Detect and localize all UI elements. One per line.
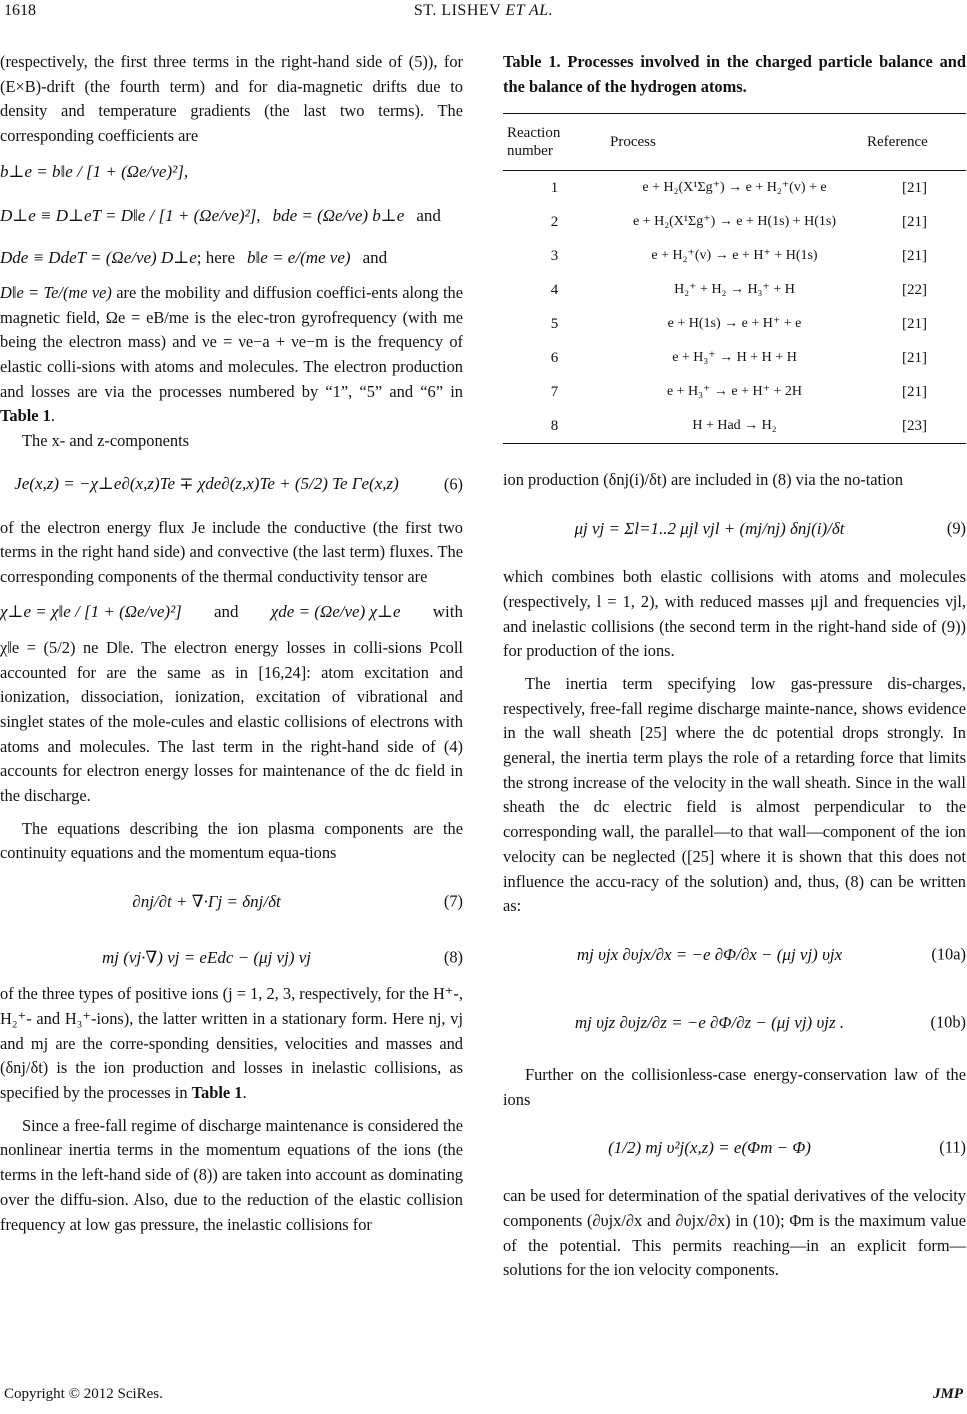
row-number: 4 [550,282,559,299]
coef-d-perp [0,197,463,237]
equation-8-number: (8) [443,947,463,967]
coef-d-de-formula: Dde ≡ DdeT = (Ωe/νe) D⊥e [0,248,197,268]
chi-de-formula: χde = (Ωe/νe) χ⊥e [270,602,401,622]
equation-11-body: (1/2) mj υ²j(x,z) = e(Φm − Φ) [608,1138,811,1157]
row-process: e + H₂(X¹Σg⁺) → e + H(1s) + H(1s) [632,214,837,230]
row-process: e + H(1s) → e + H⁺ + e [667,316,802,332]
table-row [503,273,966,307]
equation-10a [503,923,966,987]
coef-b-perp [0,153,463,193]
table-row [503,307,966,341]
table-row [503,375,966,409]
equation-6-number: (6) [443,474,463,494]
left-paragraph-7: of the three types of positive ions (j = 1, 2, 3, respectively, for the H⁺-, H₂⁺- and H₃⁺-ions), the latter written in a stationary form. Here nj, vj and mj are the corre-sponding densities, velocities and masses and (δnj/δt) is the ion production and losses in inelastic collisions, as specified by the processes in [0,984,463,1102]
equation-10b-body: mj υjz ∂υjz/∂z = −e ∂Φ/∂z − (μj νj) υjz . [574,1012,845,1032]
row-process: e + H₃⁺ → H + H + H [672,350,797,366]
row-reference: [21] [902,384,927,401]
chi-and: and [214,602,239,622]
equation-6-body: Je(x,z) = −χ⊥e∂(x,z)Te ∓ χde∂(z,x)Te + (5/2) Te Γe(x,z) [14,474,399,494]
and-1: and [416,206,441,226]
equation-9 [503,497,966,561]
right-paragraph-2: which combines both elastic collisions with atoms and molecules (respectively, l = 1, 2), with reduced masses μjl and frequencies νjl, and inelastic collisions (the second term in the right-hand side of (9)) for production of the ions. [503,567,966,661]
processes-table [503,113,966,444]
table-row [503,171,966,206]
equation-9-number: (9) [946,518,966,538]
equation-7-number: (7) [443,891,463,911]
table-caption: Table 1. Processes involved in the charged particle balance and the balance of the hydrogen atoms. [503,52,966,96]
equation-10b [503,991,966,1055]
row-number: 3 [550,248,559,265]
row-number: 1 [550,180,559,197]
equation-10b-number: (10b) [930,1012,966,1032]
row-number: 5 [550,316,559,333]
right-column [503,50,966,1283]
row-number: 7 [550,384,559,401]
row-number: 2 [550,214,559,231]
left-paragraph-3: The x- and z-components [22,431,190,451]
left-column [0,50,463,1237]
equation-7 [0,870,463,934]
row-reference: [21] [902,214,927,231]
chi-with: with [432,602,463,622]
page-header [0,0,967,30]
table-row [503,409,966,444]
row-reference: [21] [902,180,927,197]
left-paragraph-8: Since a free-fall regime of discharge maintenance is considered the nonlinear inertia terms in the momentum equations of the ions (the terms in the left-hand side of (8)) are taken into account as dominating over the diffu-sion. Also, due to the reduction of the elastic collision frequency at low gas pressure, the inelastic collisions for [0,1115,463,1234]
here-word: ; here [196,248,236,268]
right-paragraph-5: can be used for determination of the spatial derivatives of the velocity components (∂υjx/∂x and ∂υjx/∂x) in (10); Φm is the maximum value of the potential. This permits reaching—in an explicit form—solutions for the ion velocity components. [503,1186,966,1280]
left-paragraph-1: (respectively, the first three terms in the right-hand side of (5)), for (E×B)-drift (the fourth term) and for dia-magnetic drifts due to density and temperature gradients (the last two terms). The corresponding coefficients are [0,52,463,146]
left-paragraph-5: χ‖e = (5/2) ne D‖e. The electron energy losses in colli-sions Pcoll accounted for are the same as in [16,24]: atom excitation and ionization, dissociation, ionization, excitation of vibrational and singlet states of the mole-cules and elastic collisions of electrons with atoms and molecules. The last term in the right-hand side of (4) accounts for electron energy losses for maintenance of the dc field in the discharge. [0,637,463,806]
row-number: 8 [503,409,606,444]
row-process: H₂⁺ + H₂ → H₃⁺ + H [674,282,795,298]
row-process: e + H₂⁺(v) → e + H⁺ + H(1s) [651,248,818,264]
journal-name: JMP [933,1386,963,1402]
row-number: 6 [550,350,559,367]
equation-10a-body: mj υjx ∂υjx/∂x = −e ∂Φ/∂x − (μj νj) υjx [576,944,843,964]
coef-d-par-formula: D‖e = Te/(me νe) [0,282,112,302]
coef-b-perp-formula: b⊥e = b‖e / [1 + (Ωe/νe)²], [0,162,189,182]
chi-perp-formula: χ⊥e = χ‖e / [1 + (Ωe/νe)²] [0,602,182,622]
coef-d-perp-formula: D⊥e ≡ D⊥eT = D‖e / [1 + (Ωe/νe)²], [0,206,261,226]
table-row [503,205,966,239]
equation-9-body: μj νj = Σl=1..2 μjl νjl + (mj/nj) δnj(i)/δt [574,518,845,538]
coef-d-de [0,241,463,277]
row-reference: [23] [863,409,966,444]
equation-6 [0,458,463,512]
copyright: Copyright © 2012 SciRes. [4,1386,163,1402]
equation-11 [503,1116,966,1180]
running-head [0,2,967,20]
right-paragraph-1: ion production (δnj(i)/δt) are included in (8) via the no-tation [503,470,904,490]
row-process: e + H₂(X¹Σg⁺) → e + H₂⁺(v) + e [642,180,827,196]
row-reference: [22] [902,282,927,299]
left-paragraph-2: are the mobility and diffusion coeffici-ents along the magnetic field, Ωe = eB/me is the elec-tron gyrofrequency (with me being the electron mass) and νe = νe−a + νe−m is the frequency of elastic colli-sions with atoms and molecules. The electron production and losses are via the processes numbered by “1”, “5” and “6” in [0,282,463,401]
left-paragraph-7-end: . [242,1082,247,1102]
row-reference: [21] [902,316,927,333]
right-paragraph-4: Further on the collisionless-case energy-conservation law of the ions [503,1064,966,1109]
header-reaction-number: Reaction number [503,114,606,171]
equation-11-number: (11) [939,1138,966,1158]
right-paragraph-3: The inertia term specifying low gas-pressure dis-charges, respectively, free-fall regime discharge mainte-nance, shows evidence in the wall sheath [25] where the dc potential drops strongly. In general, the inertia term plays the role of a retarding force that limits the strong increase of the velocity in the wall sheath. Since in the wall sheath the dc electric field is almost perpendicular to the corresponding wall, the parallel—to that wall—component of the ion velocity can be neglected ([25] where it is shown that this does not influence the accu-racy of the solution) and, thus, (8) can be written as: [503,673,966,916]
equation-7-body: ∂nj/∂t + ∇·Γj = δnj/δt [132,891,281,911]
equation-8 [0,938,463,978]
header-reference: Reference [863,114,966,171]
left-paragraph-4: of the electron energy flux Je include the conductive (the first two terms in the right hand side) and convective (the last term) fluxes. The corresponding components of the thermal conductivity tensor are [0,517,463,587]
page-number: 1618 [4,2,36,19]
row-process: e + H₃⁺ → e + H⁺ + 2H [666,384,803,400]
table-ref-1: Table 1 [0,406,51,426]
left-paragraph-6: The equations describing the ion plasma components are the continuity equations and the momentum equa-tions [0,818,463,863]
and-2: and [362,248,388,268]
table-row [503,341,966,375]
coef-b-de-formula: bde = (Ωe/νe) b⊥e [272,206,405,226]
table-row [503,239,966,273]
row-process: H + Had → H₂ [606,409,863,444]
table-ref-2: Table 1 [191,1082,243,1102]
coef-b-par-formula: b‖e = e/(me νe) [247,248,351,268]
chi-coefficients [0,594,463,632]
equation-10a-number: (10a) [931,944,966,964]
left-paragraph-2-end: . [50,406,55,426]
equation-8-body: mj (vj·∇) vj = eEdc − (μj νj) vj [101,947,311,967]
row-reference: [21] [902,350,927,367]
header-process: Process [606,114,863,171]
row-reference: [21] [902,248,927,265]
running-head-etal: ET AL. [505,2,554,19]
running-head-authors: ST. LISHEV [413,2,501,19]
table-header-row [503,114,966,171]
